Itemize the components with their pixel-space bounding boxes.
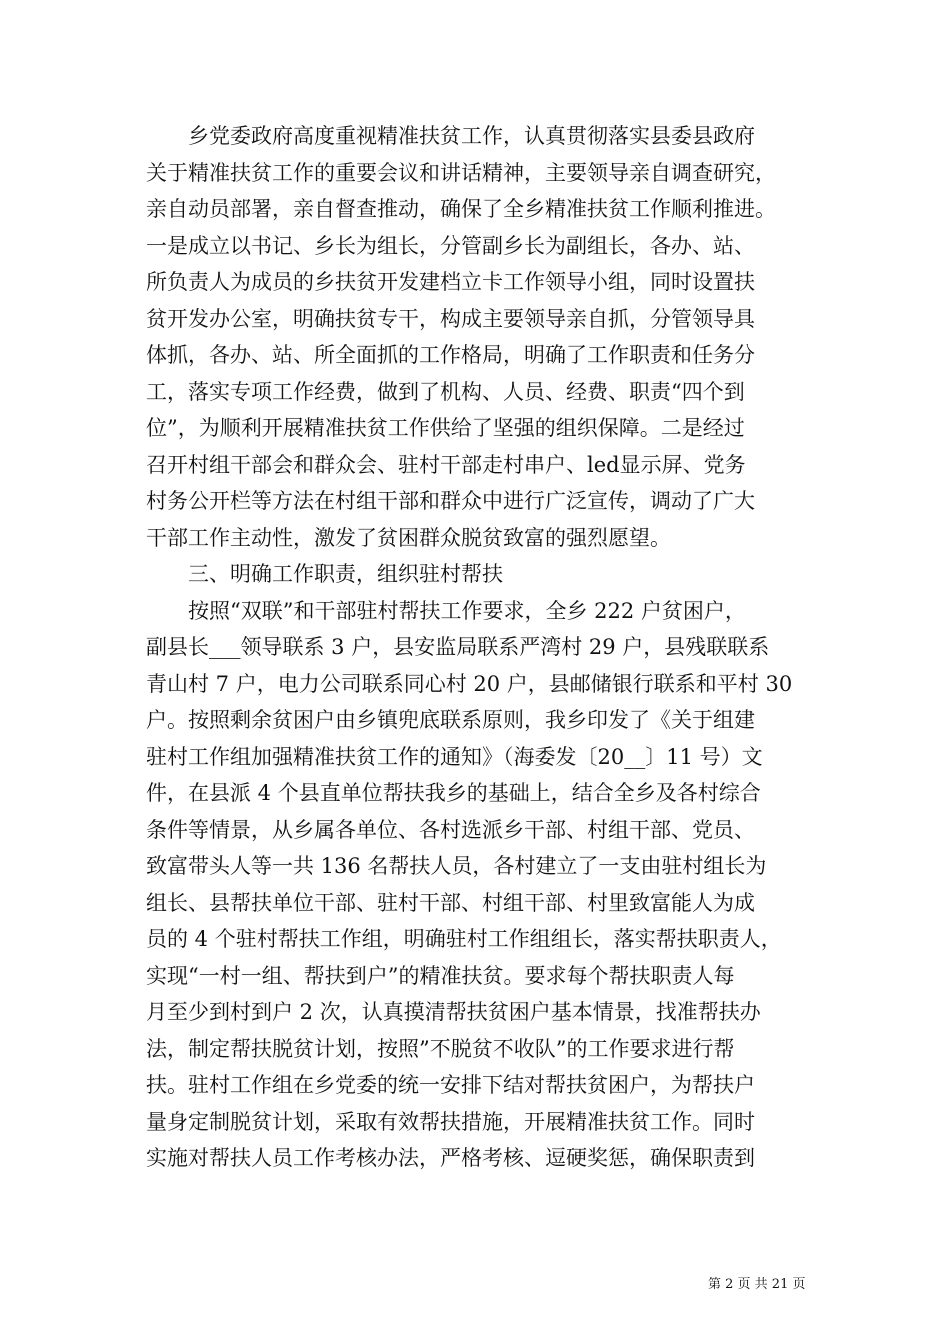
text-line: 体抓，各办、站、所全面抓的工作格局，明确了工作职责和任务分: [146, 343, 755, 367]
text-line: 条件等情景，从乡属各单位、各村选派乡干部、村组干部、党员、: [146, 817, 755, 842]
text-line: 组长、县帮扶单位干部、驻村干部、村组干部、村里致富能人为成: [146, 890, 755, 915]
text-line: 青山村 7 户，电力公司联系同心村 20 户，县邮储银行联系和平村 30: [146, 671, 793, 696]
text-line: 一是成立以书记、乡长为组长，分管副乡长为副组长，各办、站、: [146, 233, 755, 258]
text-line: 驻村工作组加强精准扶贫工作的通知》（海委发〔20__〕11 号）文: [146, 744, 763, 769]
text-line: 件，在县派 4 个县直单位帮扶我乡的基础上，结合全乡及各村综合: [146, 781, 761, 805]
text-line: 工，落实专项工作经费，做到了机构、人员、经费、职责“四个到: [146, 379, 745, 404]
text-line: 户。按照剩余贫困户由乡镇兜底联系原则，我乡印发了《关于组建: [146, 708, 755, 732]
text-line: 位”，为顺利开展精准扶贫工作供给了坚强的组织保障。二是经过: [146, 416, 745, 440]
page-number: 第 2 页 共 21 页: [708, 1277, 806, 1292]
text-line: 亲自动员部署，亲自督查推动，确保了全乡精准扶贫工作顺利推进。: [146, 197, 776, 221]
text-line: 月至少到村到户 2 次，认真摸清帮扶贫困户基本情景，找准帮扶办: [146, 1000, 761, 1024]
text-line: 贫开发办公室，明确扶贫专干，构成主要领导亲自抓，分管领导具: [146, 306, 755, 331]
text-line: 三、明确工作职责，组织驻村帮扶: [146, 562, 503, 586]
text-line: 扶。驻村工作组在乡党委的统一安排下结对帮扶贫困户，为帮扶户: [146, 1073, 755, 1097]
text-line: 实施对帮扶人员工作考核办法，严格考核、逗硬奖惩，确保职责到: [146, 1146, 755, 1170]
text-line: 乡党委政府高度重视精准扶贫工作，认真贯彻落实县委县政府: [146, 124, 755, 148]
text-line: 干部工作主动性，激发了贫困群众脱贫致富的强烈愿望。: [146, 525, 671, 550]
text-line: 村务公开栏等方法在村组干部和群众中进行广泛宣传，调动了广大: [146, 489, 755, 513]
text-line: 员的 4 个驻村帮扶工作组，明确驻村工作组组长，落实帮扶职责人，: [146, 927, 782, 951]
text-line: 按照“双联”和干部驻村帮扶工作要求，全乡 222 户贫困户，: [146, 598, 746, 623]
text-line: 实现“一村一组、帮扶到户”的精准扶贫。要求每个帮扶职责人每: [146, 963, 735, 988]
text-line: 所负责人为成员的乡扶贫开发建档立卡工作领导小组，同时设置扶: [146, 270, 755, 294]
text-line: 量身定制脱贫计划，采取有效帮扶措施，开展精准扶贫工作。同时: [146, 1109, 755, 1134]
text-line: 致富带头人等一共 136 名帮扶人员，各村建立了一支由驻村组长为: [146, 854, 767, 878]
text-line: 法，制定帮扶脱贫计划，按照”不脱贫不收队”的工作要求进行帮: [146, 1036, 735, 1061]
text-line: 召开村组干部会和群众会、驻村干部走村串户、led显示屏、党务: [146, 452, 746, 477]
text-line: 关于精准扶贫工作的重要会议和讲话精神，主要领导亲自调查研究，: [146, 160, 776, 185]
text-line: 副县长___领导联系 3 户，县安监局联系严湾村 29 户，县残联联系: [146, 635, 770, 659]
